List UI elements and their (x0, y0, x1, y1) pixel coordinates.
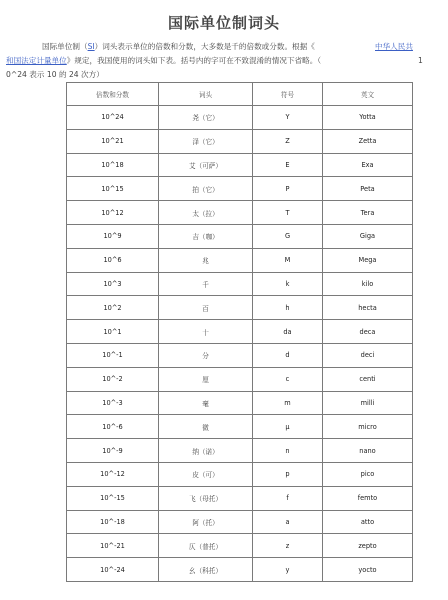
cell-prefix: 吉（咖） (159, 224, 253, 248)
cell-prefix: 皮（可） (159, 462, 253, 486)
cell-prefix: 太（拉） (159, 201, 253, 225)
table-row (67, 439, 413, 463)
header-english: 英文 (323, 83, 413, 106)
cell-symbol: f (253, 486, 323, 510)
cell-multiple: 10^-18 (67, 510, 159, 534)
cell-english: hecta (323, 296, 413, 320)
cell-prefix: 微 (159, 415, 253, 439)
table-row (67, 486, 413, 510)
paragraph-line-1 (42, 40, 315, 54)
cell-multiple: 10^-12 (67, 462, 159, 486)
cell-symbol: y (253, 558, 323, 582)
cell-symbol: c (253, 367, 323, 391)
cell-prefix: 阿（托） (159, 510, 253, 534)
cell-multiple: 10^9 (67, 224, 159, 248)
cell-english: Mega (323, 248, 413, 272)
paragraph-text: 1 (418, 56, 423, 65)
table-row (67, 201, 413, 225)
cell-prefix: 泽（它） (159, 129, 253, 153)
paragraph-line-2-end (418, 54, 423, 68)
table-row (67, 272, 413, 296)
cell-english: zepto (323, 534, 413, 558)
cell-multiple: 10^-9 (67, 439, 159, 463)
header-multiple: 倍数和分数 (67, 83, 159, 106)
table-row (67, 224, 413, 248)
cell-english: micro (323, 415, 413, 439)
table-row (67, 177, 413, 201)
cell-symbol: p (253, 462, 323, 486)
cell-english: femto (323, 486, 413, 510)
cell-english: deci (323, 343, 413, 367)
cell-symbol: M (253, 248, 323, 272)
cell-prefix: 拍（它） (159, 177, 253, 201)
paragraph-line-2 (6, 54, 321, 68)
cell-multiple: 10^18 (67, 153, 159, 177)
cell-prefix: 艾（可萨） (159, 153, 253, 177)
table-row (67, 320, 413, 344)
cell-english: atto (323, 510, 413, 534)
cell-prefix: 纳（诺） (159, 439, 253, 463)
paragraph-text: 》规定，我国使用的词头如下表。括号内的字可在不致混淆的情况下省略。（ (66, 56, 322, 65)
table-row (67, 510, 413, 534)
paragraph-text: 0^24 表示 10 的 24 次方） (6, 70, 104, 79)
cell-symbol: μ (253, 415, 323, 439)
cell-multiple: 10^-1 (67, 343, 159, 367)
cell-multiple: 10^21 (67, 129, 159, 153)
cell-multiple: 10^1 (67, 320, 159, 344)
cell-english: Giga (323, 224, 413, 248)
cell-multiple: 10^-15 (67, 486, 159, 510)
law-link[interactable]: 中华人民共 (375, 42, 413, 51)
cell-english: pico (323, 462, 413, 486)
law-link[interactable]: 和国法定计量单位 (6, 56, 67, 65)
paragraph-text: 国际单位制（ (42, 42, 88, 51)
cell-english: Peta (323, 177, 413, 201)
cell-prefix: 毫 (159, 391, 253, 415)
cell-multiple: 10^-3 (67, 391, 159, 415)
page-title: 国际单位制词头 (167, 14, 280, 32)
table-row (67, 129, 413, 153)
cell-multiple: 10^6 (67, 248, 159, 272)
cell-english: Tera (323, 201, 413, 225)
si-prefix-table (66, 82, 413, 582)
cell-multiple: 10^-6 (67, 415, 159, 439)
table-row (67, 106, 413, 130)
paragraph-line-1-link (375, 40, 413, 54)
cell-prefix: 千 (159, 272, 253, 296)
cell-english: Zetta (323, 129, 413, 153)
table-row (67, 343, 413, 367)
table-row (67, 367, 413, 391)
table-row (67, 534, 413, 558)
cell-multiple: 10^-2 (67, 367, 159, 391)
header-symbol: 符号 (253, 83, 323, 106)
cell-multiple: 10^12 (67, 201, 159, 225)
cell-symbol: n (253, 439, 323, 463)
cell-symbol: G (253, 224, 323, 248)
table-header-row (67, 83, 413, 106)
paragraph-text: ）词头表示单位的倍数和分数，大多数是千的倍数或分数。根据《 (94, 42, 315, 51)
cell-prefix: 仄（普托） (159, 534, 253, 558)
cell-symbol: T (253, 201, 323, 225)
cell-prefix: 兆 (159, 248, 253, 272)
cell-english: Yotta (323, 106, 413, 130)
cell-english: deca (323, 320, 413, 344)
cell-english: nano (323, 439, 413, 463)
cell-multiple: 10^3 (67, 272, 159, 296)
table-row (67, 415, 413, 439)
cell-english: milli (323, 391, 413, 415)
cell-symbol: z (253, 534, 323, 558)
cell-symbol: m (253, 391, 323, 415)
cell-symbol: E (253, 153, 323, 177)
cell-english: Exa (323, 153, 413, 177)
table-row (67, 153, 413, 177)
table-row (67, 558, 413, 582)
cell-symbol: h (253, 296, 323, 320)
cell-symbol: Z (253, 129, 323, 153)
cell-symbol: Y (253, 106, 323, 130)
cell-multiple: 10^2 (67, 296, 159, 320)
cell-english: kilo (323, 272, 413, 296)
cell-english: centi (323, 367, 413, 391)
cell-prefix: 幺（科托） (159, 558, 253, 582)
cell-symbol: da (253, 320, 323, 344)
cell-english: yocto (323, 558, 413, 582)
cell-prefix: 十 (159, 320, 253, 344)
cell-multiple: 10^-21 (67, 534, 159, 558)
cell-prefix: 百 (159, 296, 253, 320)
cell-prefix: 分 (159, 343, 253, 367)
cell-prefix: 厘 (159, 367, 253, 391)
cell-symbol: k (253, 272, 323, 296)
si-link[interactable]: SI (87, 42, 95, 51)
table-row (67, 296, 413, 320)
header-prefix: 词头 (159, 83, 253, 106)
table-row (67, 462, 413, 486)
cell-symbol: a (253, 510, 323, 534)
cell-prefix: 尧（它） (159, 106, 253, 130)
table-row (67, 391, 413, 415)
cell-symbol: P (253, 177, 323, 201)
cell-multiple: 10^15 (67, 177, 159, 201)
cell-multiple: 10^24 (67, 106, 159, 130)
cell-prefix: 飞（母托） (159, 486, 253, 510)
cell-symbol: d (253, 343, 323, 367)
table-row (67, 248, 413, 272)
cell-multiple: 10^-24 (67, 558, 159, 582)
paragraph-line-3 (6, 68, 104, 82)
